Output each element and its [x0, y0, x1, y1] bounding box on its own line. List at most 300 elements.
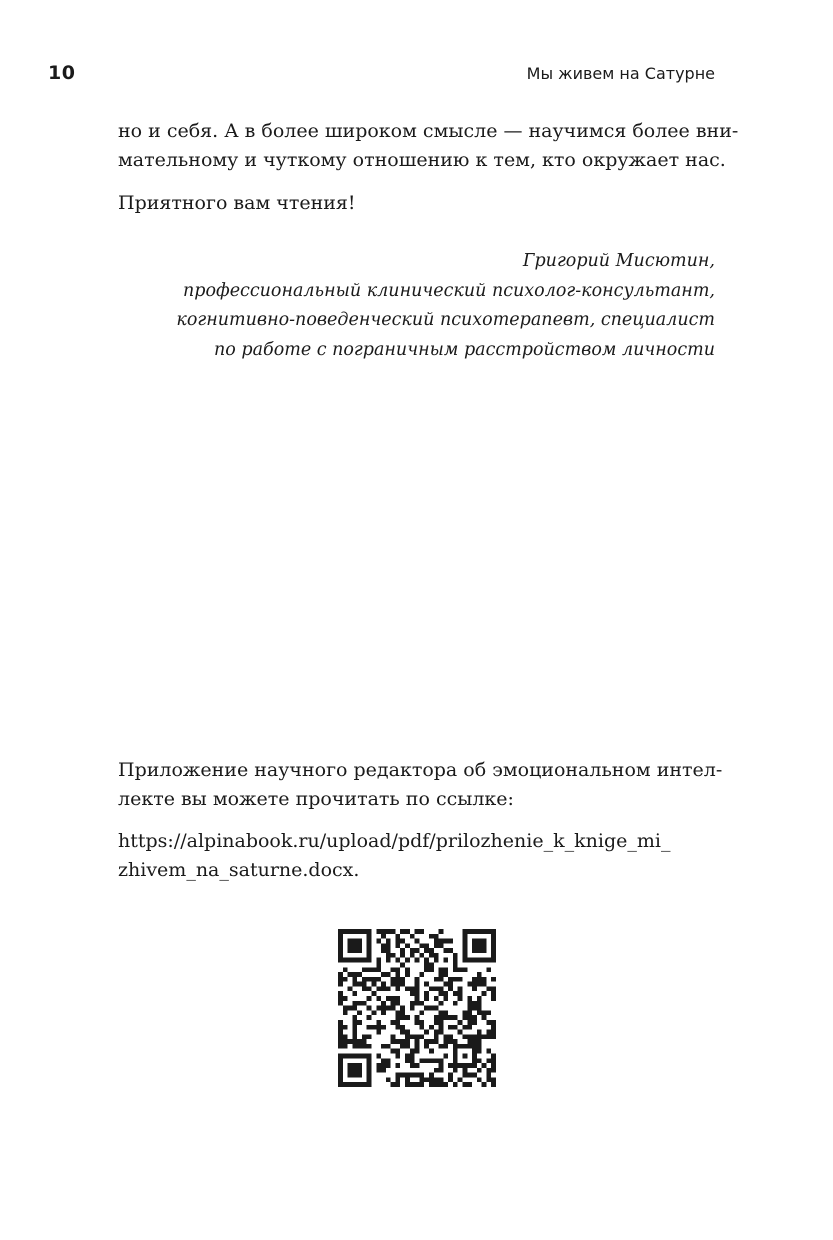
- qr-module: [472, 939, 477, 944]
- qr-module: [419, 1082, 424, 1087]
- qr-module: [458, 967, 463, 972]
- qr-module: [419, 929, 424, 934]
- qr-module: [372, 991, 377, 996]
- qr-module: [462, 967, 467, 972]
- qr-module: [352, 982, 357, 987]
- qr-module: [482, 943, 487, 948]
- qr-module: [410, 1063, 415, 1068]
- qr-module: [367, 1063, 372, 1068]
- qr-module: [352, 1063, 357, 1068]
- qr-module: [338, 1073, 343, 1078]
- qr-module: [376, 1030, 381, 1035]
- qr-module: [415, 1082, 420, 1087]
- qr-module: [400, 1006, 405, 1011]
- qr-module: [472, 1053, 477, 1058]
- qr-module: [477, 996, 482, 1001]
- qr-module: [343, 967, 348, 972]
- qr-module: [462, 953, 467, 958]
- qr-module: [343, 1034, 348, 1039]
- qr-module: [400, 929, 405, 934]
- qr-module: [367, 996, 372, 1001]
- qr-module: [443, 939, 448, 944]
- qr-module: [395, 1082, 400, 1087]
- qr-module: [467, 958, 472, 963]
- qr-module: [357, 929, 362, 934]
- qr-module: [386, 996, 391, 1001]
- qr-module: [348, 1053, 353, 1058]
- qr-module: [467, 1063, 472, 1068]
- qr-module: [362, 958, 367, 963]
- signature-name: Григорий Мисютин,: [522, 251, 715, 271]
- qr-module: [338, 1068, 343, 1073]
- qr-module: [405, 1030, 410, 1035]
- qr-module: [415, 958, 420, 963]
- qr-module: [381, 986, 386, 991]
- qr-module: [348, 943, 353, 948]
- qr-module: [491, 1063, 496, 1068]
- qr-module: [434, 986, 439, 991]
- qr-module: [462, 1068, 467, 1073]
- appendix-url-line-1[interactable]: https://alpinabook.ru/upload/pdf/prilozhenie_k_knige_mi_: [118, 830, 671, 852]
- qr-module: [439, 977, 444, 982]
- qr-module: [448, 982, 453, 987]
- qr-module: [367, 1044, 372, 1049]
- qr-module: [462, 939, 467, 944]
- qr-module: [391, 1039, 396, 1044]
- qr-module: [357, 1039, 362, 1044]
- qr-module: [424, 1039, 429, 1044]
- qr-module: [462, 929, 467, 934]
- qr-module: [439, 1058, 444, 1063]
- qr-module: [491, 1068, 496, 1073]
- qr-module: [491, 1077, 496, 1082]
- qr-code-icon[interactable]: [338, 929, 496, 1087]
- qr-module: [458, 1030, 463, 1035]
- qr-module: [434, 1068, 439, 1073]
- qr-module: [386, 948, 391, 953]
- qr-module: [415, 1015, 420, 1020]
- qr-module: [458, 991, 463, 996]
- qr-module: [352, 929, 357, 934]
- qr-module: [482, 1063, 487, 1068]
- qr-module: [391, 1020, 396, 1025]
- qr-module: [352, 943, 357, 948]
- qr-module: [367, 1015, 372, 1020]
- qr-module: [400, 963, 405, 968]
- qr-module: [348, 1063, 353, 1068]
- qr-module: [395, 958, 400, 963]
- qr-module: [405, 943, 410, 948]
- qr-module: [486, 967, 491, 972]
- qr-module: [357, 958, 362, 963]
- qr-module: [400, 1025, 405, 1030]
- qr-module: [434, 977, 439, 982]
- qr-module: [467, 1034, 472, 1039]
- qr-module: [443, 1010, 448, 1015]
- qr-module: [453, 953, 458, 958]
- qr-module: [386, 958, 391, 963]
- qr-module: [348, 929, 353, 934]
- qr-module: [352, 1001, 357, 1006]
- qr-module: [372, 982, 377, 987]
- qr-module: [419, 1034, 424, 1039]
- qr-module: [458, 977, 463, 982]
- qr-module: [486, 1077, 491, 1082]
- qr-module: [395, 996, 400, 1001]
- qr-module: [443, 991, 448, 996]
- appendix-line-2: лекте вы можете прочитать по ссылке:: [118, 788, 514, 810]
- qr-module: [400, 953, 405, 958]
- qr-module: [486, 986, 491, 991]
- qr-module: [352, 958, 357, 963]
- qr-module: [491, 1058, 496, 1063]
- qr-module: [434, 1082, 439, 1087]
- qr-module: [482, 1034, 487, 1039]
- qr-module: [381, 1058, 386, 1063]
- qr-module: [434, 1030, 439, 1035]
- qr-module: [462, 934, 467, 939]
- qr-module: [453, 1039, 458, 1044]
- qr-module: [376, 1025, 381, 1030]
- qr-module: [376, 939, 381, 944]
- qr-module: [477, 977, 482, 982]
- appendix-link[interactable]: [118, 827, 715, 885]
- qr-module: [362, 1034, 367, 1039]
- qr-module: [367, 929, 372, 934]
- qr-module: [338, 1034, 343, 1039]
- qr-module: [348, 1082, 353, 1087]
- signature-line-3: по работе с пограничным расстройством личности: [214, 339, 715, 360]
- qr-module: [477, 982, 482, 987]
- qr-module: [386, 972, 391, 977]
- qr-module: [434, 939, 439, 944]
- qr-module: [352, 1030, 357, 1035]
- qr-module: [439, 967, 444, 972]
- qr-module: [477, 1077, 482, 1082]
- qr-module: [400, 1015, 405, 1020]
- qr-module: [367, 986, 372, 991]
- qr-module: [410, 953, 415, 958]
- qr-module: [482, 929, 487, 934]
- qr-module: [424, 1006, 429, 1011]
- qr-module: [439, 1082, 444, 1087]
- qr-module: [467, 996, 472, 1001]
- qr-module: [477, 1034, 482, 1039]
- qr-module: [395, 1063, 400, 1068]
- qr-module: [424, 967, 429, 972]
- qr-module: [362, 1082, 367, 1087]
- qr-module: [343, 958, 348, 963]
- qr-module: [443, 982, 448, 987]
- qr-module: [372, 1025, 377, 1030]
- qr-module: [486, 958, 491, 963]
- qr-module: [482, 1082, 487, 1087]
- qr-module: [348, 1006, 353, 1011]
- qr-module: [419, 1020, 424, 1025]
- qr-module: [376, 958, 381, 963]
- qr-module: [458, 1077, 463, 1082]
- qr-module: [472, 1020, 477, 1025]
- qr-module: [415, 1039, 420, 1044]
- qr-module: [415, 929, 420, 934]
- qr-module: [415, 1073, 420, 1078]
- qr-module: [467, 1039, 472, 1044]
- qr-module: [410, 934, 415, 939]
- qr-module: [482, 958, 487, 963]
- running-title: Мы живем на Сатурне: [526, 64, 715, 83]
- qr-module: [434, 1006, 439, 1011]
- qr-module: [395, 967, 400, 972]
- qr-module: [395, 972, 400, 977]
- qr-module: [386, 939, 391, 944]
- qr-module: [415, 1049, 420, 1054]
- signature-line-2: когнитивно-поведенческий психотерапевт, специалист: [176, 310, 715, 330]
- qr-module: [391, 953, 396, 958]
- qr-module: [391, 1049, 396, 1054]
- qr-module: [429, 1073, 434, 1078]
- qr-module: [415, 1001, 420, 1006]
- qr-module: [453, 967, 458, 972]
- qr-module: [477, 1001, 482, 1006]
- qr-module: [424, 1058, 429, 1063]
- qr-module: [348, 939, 353, 944]
- qr-module: [467, 1025, 472, 1030]
- qr-module: [338, 982, 343, 987]
- qr-module: [419, 1058, 424, 1063]
- qr-module: [376, 929, 381, 934]
- qr-module: [415, 939, 420, 944]
- qr-module: [376, 967, 381, 972]
- qr-module: [381, 1010, 386, 1015]
- qr-module: [376, 986, 381, 991]
- qr-module: [386, 953, 391, 958]
- qr-module: [424, 982, 429, 987]
- qr-module: [343, 1010, 348, 1015]
- qr-module: [367, 939, 372, 944]
- qr-module: [453, 991, 458, 996]
- qr-module: [443, 948, 448, 953]
- qr-module: [395, 1015, 400, 1020]
- qr-module: [453, 1068, 458, 1073]
- qr-module: [381, 929, 386, 934]
- qr-module: [443, 958, 448, 963]
- qr-module: [338, 939, 343, 944]
- qr-module: [395, 934, 400, 939]
- qr-module: [338, 1030, 343, 1035]
- qr-module: [462, 1010, 467, 1015]
- qr-module: [405, 1044, 410, 1049]
- qr-module: [486, 1030, 491, 1035]
- qr-module: [448, 1039, 453, 1044]
- qr-module: [491, 1082, 496, 1087]
- qr-module: [343, 1025, 348, 1030]
- qr-module: [338, 1025, 343, 1030]
- qr-module: [467, 1015, 472, 1020]
- qr-module: [424, 948, 429, 953]
- qr-module: [391, 1082, 396, 1087]
- qr-module: [477, 1030, 482, 1035]
- qr-module: [352, 939, 357, 944]
- qr-module: [343, 1044, 348, 1049]
- qr-module: [467, 1001, 472, 1006]
- qr-module: [486, 1034, 491, 1039]
- qr-module: [439, 1044, 444, 1049]
- qr-module: [491, 991, 496, 996]
- qr-module: [352, 1082, 357, 1087]
- qr-module: [372, 967, 377, 972]
- qr-module: [453, 1049, 458, 1054]
- qr-module: [367, 1077, 372, 1082]
- qr-module: [419, 1001, 424, 1006]
- qr-module: [477, 958, 482, 963]
- qr-module: [415, 1034, 420, 1039]
- qr-module: [357, 943, 362, 948]
- qr-module: [434, 934, 439, 939]
- qr-module: [429, 1006, 434, 1011]
- qr-module: [405, 1073, 410, 1078]
- qr-module: [424, 996, 429, 1001]
- qr-module: [467, 1020, 472, 1025]
- qr-module: [338, 1053, 343, 1058]
- qr-module: [443, 967, 448, 972]
- qr-module: [391, 967, 396, 972]
- signature-block: [155, 247, 715, 365]
- qr-module: [352, 1015, 357, 1020]
- qr-module: [472, 1044, 477, 1049]
- qr-module: [367, 958, 372, 963]
- qr-module: [429, 1049, 434, 1054]
- qr-module: [343, 977, 348, 982]
- qr-module: [395, 1049, 400, 1054]
- qr-module: [453, 1082, 458, 1087]
- qr-module: [458, 1020, 463, 1025]
- qr-module: [462, 1044, 467, 1049]
- qr-module: [343, 1082, 348, 1087]
- qr-module: [381, 1068, 386, 1073]
- qr-module: [472, 1063, 477, 1068]
- qr-module: [357, 1010, 362, 1015]
- qr-module: [448, 1073, 453, 1078]
- qr-module: [372, 977, 377, 982]
- qr-module: [352, 1034, 357, 1039]
- qr-module: [491, 1030, 496, 1035]
- qr-module: [405, 1082, 410, 1087]
- qr-module: [357, 1020, 362, 1025]
- qr-module: [448, 1077, 453, 1082]
- qr-module: [348, 1073, 353, 1078]
- qr-module: [362, 977, 367, 982]
- qr-module: [415, 948, 420, 953]
- qr-module: [386, 1044, 391, 1049]
- qr-module: [352, 1039, 357, 1044]
- qr-module: [448, 986, 453, 991]
- qr-module: [391, 1006, 396, 1011]
- qr-module: [415, 1063, 420, 1068]
- qr-module: [448, 1034, 453, 1039]
- qr-module: [357, 1068, 362, 1073]
- qr-module: [352, 1053, 357, 1058]
- qr-module: [472, 986, 477, 991]
- qr-module: [410, 991, 415, 996]
- qr-module: [391, 982, 396, 987]
- qr-module: [367, 1073, 372, 1078]
- qr-module: [429, 1058, 434, 1063]
- qr-module: [491, 986, 496, 991]
- qr-module: [491, 1034, 496, 1039]
- qr-module: [429, 1025, 434, 1030]
- qr-module: [439, 1020, 444, 1025]
- qr-module: [381, 1006, 386, 1011]
- qr-module: [362, 982, 367, 987]
- qr-module: [439, 1010, 444, 1015]
- signature-line-1: профессиональный клинический психолог-консультант,: [182, 280, 715, 301]
- qr-module: [453, 963, 458, 968]
- qr-module: [415, 977, 420, 982]
- qr-module: [434, 1039, 439, 1044]
- qr-module: [429, 1077, 434, 1082]
- qr-module: [429, 963, 434, 968]
- qr-module: [391, 977, 396, 982]
- qr-module: [491, 934, 496, 939]
- closing-paragraph: [118, 189, 715, 218]
- qr-module: [443, 1039, 448, 1044]
- qr-module: [472, 958, 477, 963]
- qr-module: [472, 982, 477, 987]
- qr-module: [410, 1073, 415, 1078]
- qr-module: [367, 1034, 372, 1039]
- qr-module: [467, 929, 472, 934]
- qr-module: [391, 1001, 396, 1006]
- qr-module: [477, 1010, 482, 1015]
- qr-module: [357, 982, 362, 987]
- qr-module: [357, 1073, 362, 1078]
- qr-module: [395, 1025, 400, 1030]
- qr-module: [419, 972, 424, 977]
- qr-module: [462, 1015, 467, 1020]
- qr-module: [395, 1077, 400, 1082]
- qr-module: [348, 972, 353, 977]
- qr-module: [362, 986, 367, 991]
- qr-module: [491, 939, 496, 944]
- qr-module: [439, 1015, 444, 1020]
- qr-module: [472, 1015, 477, 1020]
- qr-module: [453, 958, 458, 963]
- qr-module: [439, 1063, 444, 1068]
- qr-module: [419, 1073, 424, 1078]
- qr-module: [419, 953, 424, 958]
- qr-module: [458, 1044, 463, 1049]
- qr-module: [482, 1010, 487, 1015]
- appendix-line-1: Приложение научного редактора об эмоциональном интел-: [118, 759, 723, 781]
- qr-module: [477, 1068, 482, 1073]
- qr-module: [357, 1063, 362, 1068]
- qr-module: [434, 1034, 439, 1039]
- qr-module: [443, 996, 448, 1001]
- appendix-url-line-2[interactable]: zhivem_na_saturne.docx.: [118, 859, 360, 881]
- qr-module: [453, 1015, 458, 1020]
- qr-module: [376, 996, 381, 1001]
- qr-module: [395, 1073, 400, 1078]
- qr-module: [338, 1020, 343, 1025]
- qr-module: [491, 1020, 496, 1025]
- qr-module: [381, 1063, 386, 1068]
- qr-module: [391, 1034, 396, 1039]
- qr-module: [376, 1068, 381, 1073]
- qr-module: [376, 1020, 381, 1025]
- qr-module: [462, 1034, 467, 1039]
- qr-module: [362, 1001, 367, 1006]
- qr-module: [338, 1063, 343, 1068]
